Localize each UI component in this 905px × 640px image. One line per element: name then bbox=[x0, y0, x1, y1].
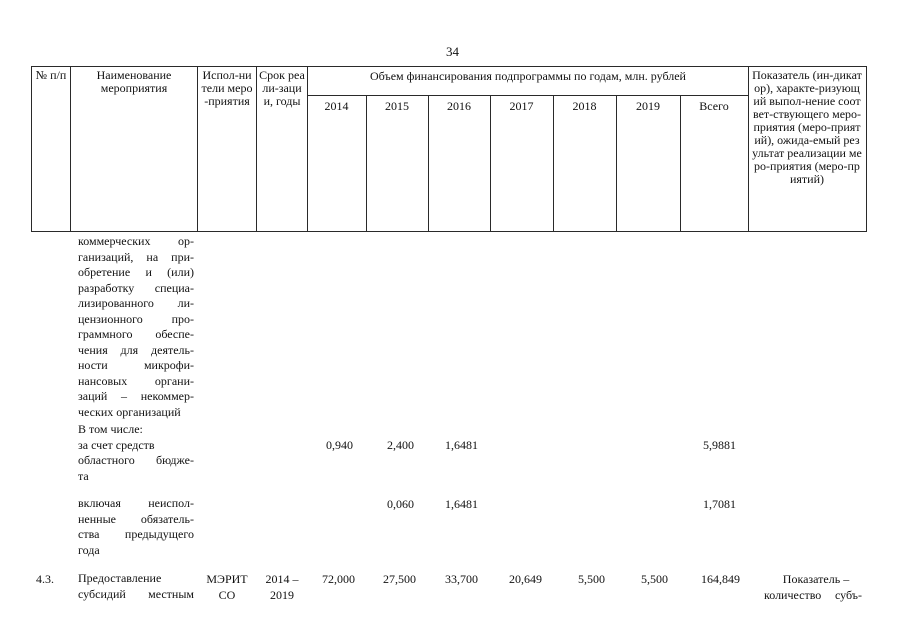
continuation-line: обретение и (или) bbox=[78, 265, 194, 279]
label-line: та bbox=[78, 468, 89, 483]
header-funding: Объем финансирования подпрограммы по годам, млн. рублей bbox=[370, 69, 686, 83]
row-4-3-value-2019: 5,500 bbox=[641, 572, 668, 586]
row-4-3-number: 4.3. bbox=[36, 572, 54, 586]
header-year-total: Всего bbox=[699, 99, 729, 113]
continuation-line: нансовых органи- bbox=[78, 373, 194, 388]
row-4-3-value-2014: 72,000 bbox=[322, 572, 355, 586]
header-year-2014: 2014 bbox=[324, 99, 349, 113]
header-year-2019: 2019 bbox=[636, 99, 660, 113]
label-line: В том числе: bbox=[78, 422, 143, 436]
row-4-3-value-2015: 27,500 bbox=[383, 572, 416, 586]
header-year-2018: 2018 bbox=[572, 99, 597, 113]
header-year-2017: 2017 bbox=[509, 99, 534, 113]
continuation-line: заций – некоммер- bbox=[78, 389, 194, 403]
label-line: ненные обязатель- bbox=[78, 511, 194, 526]
row-4-3-value-2017: 20,649 bbox=[509, 572, 542, 586]
value-unfulfilled-2015: 0,060 bbox=[387, 497, 414, 511]
label-line: ства предыдущего bbox=[78, 527, 194, 541]
value-regional-2014: 0,940 bbox=[326, 438, 353, 452]
term-line: 2019 bbox=[270, 588, 294, 602]
value-unfulfilled-2016: 1,6481 bbox=[445, 497, 478, 511]
value-regional-2015: 2,400 bbox=[387, 438, 414, 452]
continuation-text bbox=[78, 234, 194, 420]
value-unfulfilled-total: 1,7081 bbox=[703, 497, 736, 511]
subtotal-regional-label bbox=[78, 422, 194, 484]
page-number: 34 bbox=[446, 44, 459, 59]
row-4-3-term bbox=[257, 571, 307, 603]
row-4-3-value-2018: 5,500 bbox=[578, 572, 605, 586]
label-line: за счет средств bbox=[78, 437, 155, 452]
continuation-line: ности микрофи- bbox=[78, 358, 194, 372]
continuation-line: ганизаций, на при- bbox=[78, 249, 194, 264]
indicator-line: количество субъ- bbox=[764, 588, 862, 602]
subtotal-unfulfilled-label bbox=[78, 496, 194, 558]
name-line: субсидий местным bbox=[78, 586, 194, 601]
row-4-3-executors bbox=[198, 571, 256, 603]
row-4-3-name bbox=[78, 571, 194, 602]
row-4-3-value-2016: 33,700 bbox=[445, 572, 478, 586]
header-name: Наименование мероприятия bbox=[96, 68, 172, 95]
header-year-2016: 2016 bbox=[447, 99, 471, 113]
continuation-line: ческих организаций bbox=[78, 404, 181, 419]
indicator-line: Показатель – bbox=[782, 572, 850, 586]
continuation-line: разработку специа- bbox=[78, 280, 194, 295]
value-regional-2016: 1,6481 bbox=[445, 438, 478, 452]
continuation-line: граммного обеспе- bbox=[78, 327, 194, 341]
term-line: 2014 – bbox=[265, 572, 299, 586]
continuation-line: коммерческих ор- bbox=[78, 234, 194, 248]
header-indicator: Показатель (ин-дикатор), характе-ризующий выпол-нение соответ-ствующего меро-приятия (меро-приятий), ожида-емый результат реализации меро-приятия (меро-приятий) bbox=[752, 68, 862, 186]
row-4-3-indicator bbox=[752, 571, 862, 603]
continuation-line: лизированного ли- bbox=[78, 296, 194, 310]
row-4-3-value-total: 164,849 bbox=[701, 572, 740, 586]
header-term: Срок реали-зации, годы bbox=[259, 68, 305, 108]
label-line: областного бюдже- bbox=[78, 453, 194, 467]
exec-line: СО bbox=[218, 588, 236, 602]
header-year-2015: 2015 bbox=[385, 99, 409, 113]
value-regional-total: 5,9881 bbox=[703, 438, 736, 452]
continuation-line: чения для деятель- bbox=[78, 342, 194, 357]
continuation-line: цензионного про- bbox=[78, 311, 194, 326]
label-line: года bbox=[78, 542, 100, 557]
label-line: включая неиспол- bbox=[78, 496, 194, 510]
exec-line: МЭРИТ bbox=[206, 572, 248, 586]
header-executors: Испол-нители меро-приятия bbox=[201, 68, 253, 108]
header-num: № п/п bbox=[35, 68, 67, 82]
name-line: Предоставление bbox=[78, 571, 162, 585]
